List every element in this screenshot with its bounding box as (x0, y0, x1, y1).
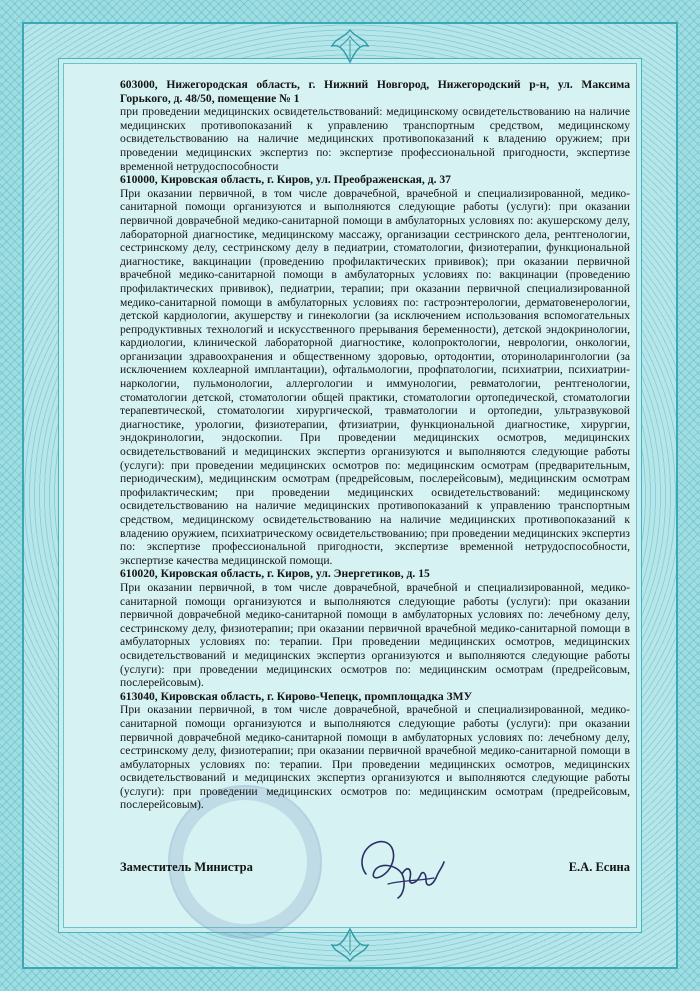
signatory-name: Е.А. Есина (568, 860, 630, 874)
services-2: При оказании первичной, в том числе доврачебной, врачебной и специализированной, медико-санитарной помощи организуются и выполняются следующие работы (услуги): при оказании первичной доврачебной медико-санитарной помощи в амбулаторных условиях по: акушерскому делу, лабораторной диагностике, медицинскому массажу, организации сестринского дела, рентгенологии, сестринскому делу, сестринскому делу в педиатрии, стоматологии, физиотерапии, функциональной диагностике, вакцинации (проведению профилактических прививок); при оказании первичной врачебной медико-санитарной помощи в амбулаторных условиях по: вакцинации (проведению профилактических прививок), педиатрии, терапии; при оказании первичной специализированной медико-санитарной помощи в амбулаторных условиях по: гастроэнтерологии, дерматовенерологии, детской кардиологии, акушерству и гинекологии (за исключением использования вспомогательных репродуктивных технологий и искусственного прерывания беременности), детской эндокринологии, кардиологии, клинической лабораторной диагностике, колопроктологии, неврологии, онкологии, организации здравоохранения и общественному здоровью, ортодонтии, оториноларингологии (за исключением кохлеарной имплантации), офтальмологии, профпатологии, психиатрии, психиатрии-наркологии, пульмонологии, аллергологии и иммунологии, ревматологии, рентгенологии, стоматологии детской, стоматологии общей практики, стоматологии ортопедической, стоматологии терапевтической, стоматологии хирургической, травматологии и ортопедии, ультразвуковой диагностике, урологии, физиотерапии, фтизиатрии, функциональной диагностике, хирургии, эндокринологии, эндоскопии. При проведении медицинских осмотров, медицинских освидетельствований и медицинских экспертиз организуются и выполняются следующие работы (услуги): при проведении медицинских осмотров по: медицинским осмотрам (предварительным, периодическим), медицинским осмотрам (предрейсовым, послерейсовым), медицинским осмотрам профилактическим; при проведении медицинских освидетельствований: медицинскому освидетельствованию на наличие медицинских противопоказаний к управлению транспортным средством, медицинскому освидетельствованию на наличие медицинских противопоказаний к владению оружием, психиатрическому освидетельствованию; при проведении медицинских экспертиз по: экспертизе профессиональной пригодности, экспертизе временной нетрудоспособности, экспертизе качества медицинской помощи. (120, 186, 630, 567)
address-4: 613040, Кировская область, г. Кирово-Чепецк, промплощадка ЗМУ (120, 689, 473, 703)
services-3: При оказании первичной, в том числе доврачебной, врачебной и специализированной, медико-санитарной помощи организуются и выполняются следующие работы (услуги): при оказании первичной доврачебной медико-санитарной помощи в амбулаторных условиях по: лечебному делу, сестринскому делу, физиотерапии; при оказании первичной врачебной медико-санитарной помощи в амбулаторных условиях по: терапии. При проведении медицинских осмотров, медицинских освидетельствований и медицинских экспертиз организуются и выполняются следующие работы (услуги): при проведении медицинских осмотров по: медицинским осмотрам (предрейсовым, послерейсовым). (120, 580, 630, 690)
license-text (120, 78, 630, 812)
address-1: 603000, Нижегородская область, г. Нижний Новгород, Нижегородский р-н, ул. Максима Горького, д. 48/50, помещение № 1 (120, 78, 630, 105)
bottom-ornament-icon (330, 927, 370, 963)
top-ornament-icon (330, 28, 370, 64)
signature-block (120, 856, 630, 896)
signatory-title: Заместитель Министра (120, 860, 253, 874)
address-2: 610000, Кировская область, г. Киров, ул. Преображенская, д. 37 (120, 173, 451, 187)
address-3: 610020, Кировская область, г. Киров, ул. Энергетиков, д. 15 (120, 567, 430, 581)
handwritten-signature (348, 834, 458, 902)
services-1: при проведении медицинских освидетельствований: медицинскому освидетельствованию на наличие медицинских противопоказаний к управлению транспортным средством, медицинскому освидетельствованию на наличие медицинских противопоказаний к владению оружием; при проведении медицинских экспертиз по: экспертизе профессиональной пригодности, экспертизе временной нетрудоспособности (120, 105, 630, 173)
services-4: При оказании первичной, в том числе доврачебной, врачебной и специализированной, медико-санитарной помощи организуются и выполняются следующие работы (услуги): при оказании первичной доврачебной медико-санитарной помощи в амбулаторных условиях по: лечебному делу, сестринскому делу, физиотерапии; при оказании первичной врачебной медико-санитарной помощи в амбулаторных условиях по: терапии. При проведении медицинских осмотров, медицинских освидетельствований и медицинских экспертиз организуются и выполняются следующие работы (услуги): при проведении медицинских осмотров по: медицинским осмотрам (предрейсовым, послерейсовым). (120, 703, 630, 812)
